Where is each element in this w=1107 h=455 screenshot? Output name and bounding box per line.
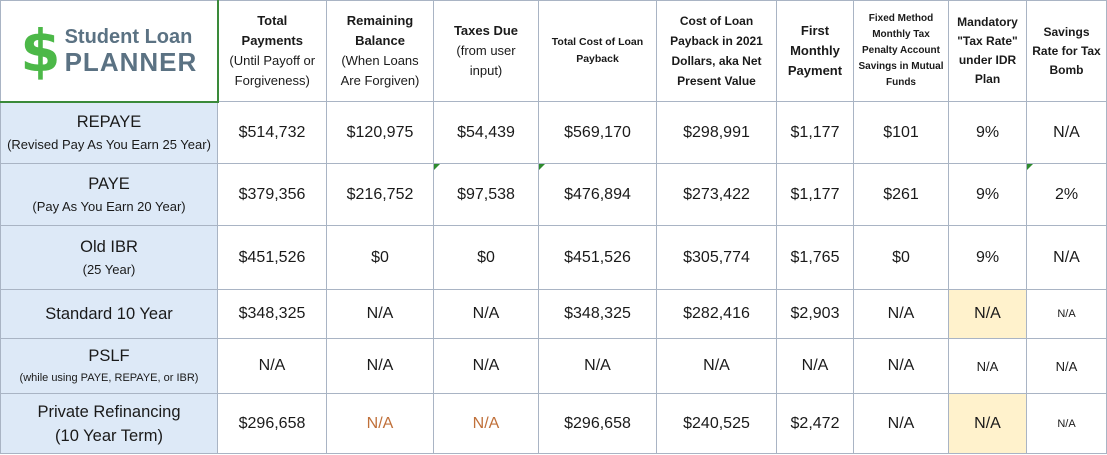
cell-savings-rate[interactable]: N/A — [1027, 394, 1107, 454]
cell-total-payments[interactable]: $379,356 — [218, 164, 327, 226]
comment-indicator-icon — [1027, 164, 1033, 170]
cell-tax-rate[interactable]: 9% — [949, 102, 1027, 164]
plan-label-pslf[interactable]: PSLF (while using PAYE, REPAYE, or IBR) — [1, 339, 218, 394]
plan-label-paye[interactable]: PAYE (Pay As You Earn 20 Year) — [1, 164, 218, 226]
cell-tax-rate[interactable]: N/A — [949, 394, 1027, 454]
cell-tax-penalty-savings[interactable]: $261 — [854, 164, 949, 226]
cell-total-cost[interactable]: $296,658 — [539, 394, 657, 454]
cell-remaining-balance[interactable]: $120,975 — [327, 102, 434, 164]
logo-line1: Student Loan — [64, 25, 193, 48]
cell-tax-rate[interactable]: N/A — [949, 290, 1027, 339]
cell-remaining-balance[interactable]: N/A — [327, 339, 434, 394]
cell-npv-cost[interactable]: $305,774 — [657, 226, 777, 290]
student-loan-planner-logo — [3, 16, 215, 85]
cell-remaining-balance[interactable]: $0 — [327, 226, 434, 290]
cell-total-cost[interactable]: $451,526 — [539, 226, 657, 290]
header-remaining-balance[interactable]: Remaining Balance (When Loans Are Forgiven) — [327, 1, 434, 102]
cell-first-payment[interactable]: $1,177 — [777, 164, 854, 226]
cell-tax-penalty-savings[interactable]: N/A — [854, 339, 949, 394]
table-row — [1, 226, 1107, 290]
table-row — [1, 394, 1107, 454]
header-savings-rate-tax-bomb[interactable]: Savings Rate for Tax Bomb — [1027, 1, 1107, 102]
cell-total-payments[interactable]: $296,658 — [218, 394, 327, 454]
cell-remaining-balance[interactable]: N/A — [327, 394, 434, 454]
cell-total-cost[interactable]: $476,894 — [539, 164, 657, 226]
cell-tax-rate[interactable]: 9% — [949, 226, 1027, 290]
cell-npv-cost[interactable]: $282,416 — [657, 290, 777, 339]
header-tax-penalty-savings[interactable]: Fixed Method Monthly Tax Penalty Account Savings in Mutual Funds — [854, 1, 949, 102]
cell-total-payments[interactable]: $348,325 — [218, 290, 327, 339]
cell-first-payment[interactable]: $2,472 — [777, 394, 854, 454]
cell-tax-penalty-savings[interactable]: N/A — [854, 290, 949, 339]
header-mandatory-tax-rate[interactable]: Mandatory "Tax Rate" under IDR Plan — [949, 1, 1027, 102]
cell-first-payment[interactable]: $1,177 — [777, 102, 854, 164]
cell-taxes-due[interactable]: $0 — [434, 226, 539, 290]
header-row — [1, 1, 1107, 102]
cell-tax-penalty-savings[interactable]: $101 — [854, 102, 949, 164]
cell-total-payments[interactable]: $451,526 — [218, 226, 327, 290]
cell-total-cost[interactable]: $348,325 — [539, 290, 657, 339]
header-total-cost[interactable]: Total Cost of Loan Payback — [539, 1, 657, 102]
cell-savings-rate[interactable]: N/A — [1027, 290, 1107, 339]
logo-cell[interactable] — [1, 1, 218, 102]
plan-label-repaye[interactable]: REPAYE (Revised Pay As You Earn 25 Year) — [1, 102, 218, 164]
cell-taxes-due[interactable]: $97,538 — [434, 164, 539, 226]
logo-line2: PLANNER — [64, 46, 198, 77]
cell-npv-cost[interactable]: $240,525 — [657, 394, 777, 454]
cell-taxes-due[interactable]: N/A — [434, 394, 539, 454]
cell-first-payment[interactable]: $2,903 — [777, 290, 854, 339]
table-row — [1, 164, 1107, 226]
cell-remaining-balance[interactable]: $216,752 — [327, 164, 434, 226]
header-npv-cost[interactable]: Cost of Loan Payback in 2021 Dollars, aka Net Present Value — [657, 1, 777, 102]
table-row — [1, 290, 1107, 339]
cell-taxes-due[interactable]: $54,439 — [434, 102, 539, 164]
cell-total-cost[interactable]: $569,170 — [539, 102, 657, 164]
plan-label-private-refinancing[interactable]: Private Refinancing (10 Year Term) — [1, 394, 218, 454]
cell-first-payment[interactable]: N/A — [777, 339, 854, 394]
cell-npv-cost[interactable]: $273,422 — [657, 164, 777, 226]
cell-npv-cost[interactable]: $298,991 — [657, 102, 777, 164]
table-row — [1, 102, 1107, 164]
cell-savings-rate[interactable]: N/A — [1027, 102, 1107, 164]
cell-taxes-due[interactable]: N/A — [434, 290, 539, 339]
cell-savings-rate[interactable]: 2% — [1027, 164, 1107, 226]
cell-tax-rate[interactable]: N/A — [949, 339, 1027, 394]
cell-total-payments[interactable]: $514,732 — [218, 102, 327, 164]
table-row — [1, 339, 1107, 394]
header-taxes-due[interactable]: Taxes Due (from user input) — [434, 1, 539, 102]
cell-total-cost[interactable]: N/A — [539, 339, 657, 394]
cell-savings-rate[interactable]: N/A — [1027, 339, 1107, 394]
cell-remaining-balance[interactable]: N/A — [327, 290, 434, 339]
comment-indicator-icon — [539, 164, 545, 170]
plan-label-old-ibr[interactable]: Old IBR (25 Year) — [1, 226, 218, 290]
dollar-logo-icon: $ — [20, 16, 61, 85]
cell-npv-cost[interactable]: N/A — [657, 339, 777, 394]
cell-tax-penalty-savings[interactable]: $0 — [854, 226, 949, 290]
comment-indicator-icon — [434, 164, 440, 170]
plan-label-standard-10-year[interactable]: Standard 10 Year — [1, 290, 218, 339]
header-first-monthly-payment[interactable]: First Monthly Payment — [777, 1, 854, 102]
header-total-payments[interactable]: Total Payments (Until Payoff or Forgiveness) — [218, 1, 327, 102]
cell-tax-penalty-savings[interactable]: N/A — [854, 394, 949, 454]
cell-tax-rate[interactable]: 9% — [949, 164, 1027, 226]
cell-first-payment[interactable]: $1,765 — [777, 226, 854, 290]
cell-taxes-due[interactable]: N/A — [434, 339, 539, 394]
cell-savings-rate[interactable]: N/A — [1027, 226, 1107, 290]
cell-total-payments[interactable]: N/A — [218, 339, 327, 394]
